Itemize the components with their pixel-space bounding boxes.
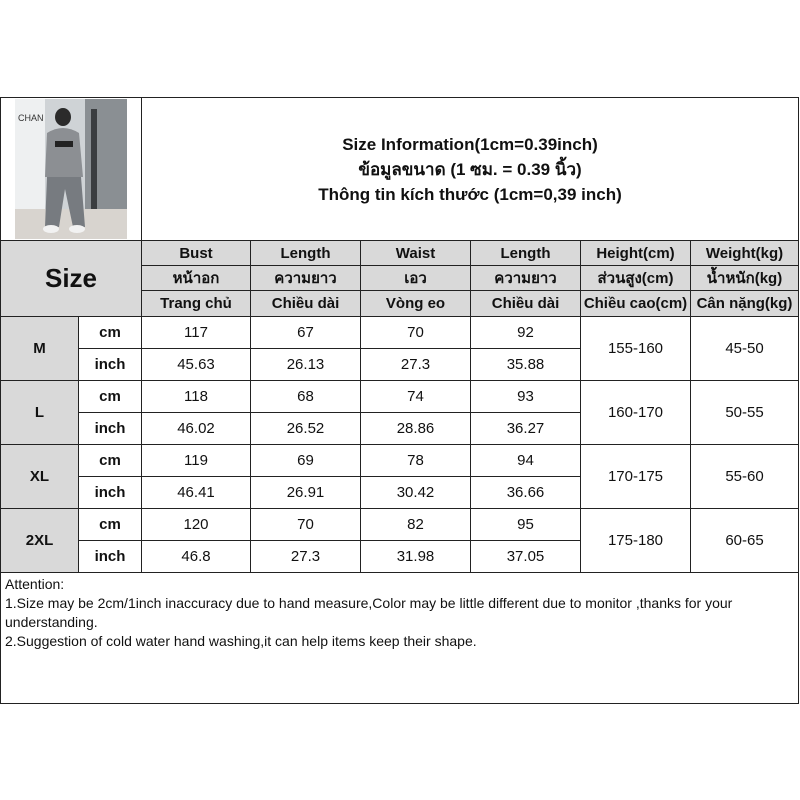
unit-inch-label: inch [78,412,142,445]
value-cell: 37.05 [470,540,581,573]
value-cell: 74 [360,380,471,413]
value-cell: 31.98 [360,540,471,573]
weight-range-cell: 45-50 [690,316,799,381]
size-name-cell: L [0,380,79,445]
col-header-th: ความยาว [470,265,581,291]
attention-line: 1.Size may be 2cm/1inch inaccuracy due to hand measure,Color may be little different due to monitor ,thanks for your understanding. [5,595,733,630]
col-header-vi: Chiều dài [250,290,361,317]
height-range-cell: 170-175 [580,444,691,509]
col-header-th: เอว [360,265,471,291]
col-header-en: Weight(kg) [690,240,799,266]
value-cell: 46.8 [141,540,251,573]
title-cell [141,97,799,241]
value-cell: 82 [360,508,471,541]
value-cell: 68 [250,380,361,413]
col-header-en: Height(cm) [580,240,691,266]
value-cell: 67 [250,316,361,349]
unit-inch-label: inch [78,476,142,509]
col-header-th: ความยาว [250,265,361,291]
photo-sign-text: CHAN [18,113,44,123]
col-header-vi: Chiều cao(cm) [580,290,691,317]
value-cell: 27.3 [360,348,471,381]
col-header-th: น้ำหนัก(kg) [690,265,799,291]
col-header-en: Length [470,240,581,266]
value-cell: 26.52 [250,412,361,445]
size-header: Size [0,240,142,317]
value-cell: 120 [141,508,251,541]
photo-cell [0,97,142,241]
value-cell: 94 [470,444,581,477]
value-cell: 26.91 [250,476,361,509]
value-cell: 45.63 [141,348,251,381]
unit-inch-label: inch [78,540,142,573]
value-cell: 36.66 [470,476,581,509]
attention-notes [0,572,799,704]
unit-cm-label: cm [78,508,142,541]
col-header-th: ส่วนสูง(cm) [580,265,691,291]
height-range-cell: 160-170 [580,380,691,445]
value-cell: 46.41 [141,476,251,509]
col-header-vi: Vòng eo [360,290,471,317]
value-cell: 27.3 [250,540,361,573]
value-cell: 69 [250,444,361,477]
value-cell: 118 [141,380,251,413]
weight-range-cell: 55-60 [690,444,799,509]
value-cell: 95 [470,508,581,541]
value-cell: 30.42 [360,476,471,509]
value-cell: 35.88 [470,348,581,381]
attention-heading: Attention: [5,576,65,592]
value-cell: 92 [470,316,581,349]
col-header-en: Waist [360,240,471,266]
col-header-vi: Cân nặng(kg) [690,290,799,317]
value-cell: 36.27 [470,412,581,445]
value-cell: 78 [360,444,471,477]
col-header-th: หน้าอก [141,265,251,291]
size-name-cell: 2XL [0,508,79,573]
unit-inch-label: inch [78,348,142,381]
value-cell: 70 [360,316,471,349]
col-header-en: Bust [141,240,251,266]
product-photo [15,99,127,239]
col-header-vi: Chiều dài [470,290,581,317]
weight-range-cell: 50-55 [690,380,799,445]
value-cell: 46.02 [141,412,251,445]
attention-line: 2.Suggestion of cold water hand washing,it can help items keep their shape. [5,633,477,649]
value-cell: 26.13 [250,348,361,381]
size-name-cell: XL [0,444,79,509]
value-cell: 70 [250,508,361,541]
unit-cm-label: cm [78,316,142,349]
value-cell: 28.86 [360,412,471,445]
col-header-en: Length [250,240,361,266]
weight-range-cell: 60-65 [690,508,799,573]
height-range-cell: 155-160 [580,316,691,381]
height-range-cell: 175-180 [580,508,691,573]
title-vietnamese: Thông tin kích thước (1cm=0,39 inch) [318,184,622,204]
title-english: Size Information(1cm=0.39inch) [342,134,598,154]
value-cell: 119 [141,444,251,477]
value-cell: 117 [141,316,251,349]
size-name-cell: M [0,316,79,381]
unit-cm-label: cm [78,380,142,413]
unit-cm-label: cm [78,444,142,477]
col-header-vi: Trang chủ [141,290,251,317]
title-thai: ข้อมูลขนาด (1 ซม. = 0.39 นิ้ว) [358,159,582,179]
value-cell: 93 [470,380,581,413]
